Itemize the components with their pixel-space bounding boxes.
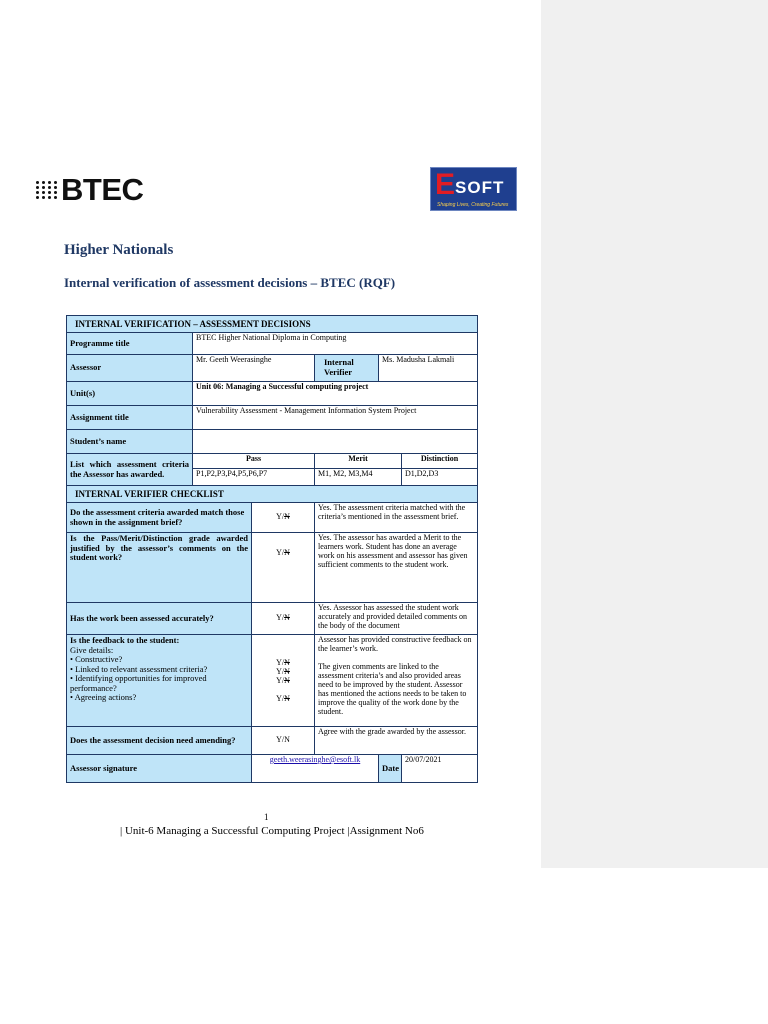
feedback-item: • Agreeing actions? [70, 692, 137, 703]
page-number: 1 [264, 812, 269, 822]
table-row [67, 316, 478, 333]
checklist-question: Is the Pass/Merit/Distinction grade awarded justified by the assessor’s comments on the student work? [67, 533, 252, 603]
page-footer: | Unit-6 Managing a Successful Computing Project |Assignment No6 [120, 825, 424, 837]
esoft-logo [430, 167, 517, 211]
units-label: Unit(s) [67, 382, 193, 406]
table-row [67, 486, 478, 503]
assessor-value: Mr. Geeth Weerasinghe [193, 355, 315, 382]
table-row [67, 533, 478, 603]
units-value: Unit 06: Managing a Successful computing project [193, 382, 478, 406]
esoft-logo-initial: E [435, 168, 456, 201]
table-row [67, 454, 478, 469]
checklist-comment: Yes. The assessment criteria matched with the criteria’s mentioned in the assessment brief. [315, 503, 478, 533]
feedback-yn: Y/N Y/N Y/N Y/N [252, 635, 315, 727]
verification-table [66, 315, 478, 783]
verifier-label: Internal Verifier [315, 355, 379, 382]
table-row [67, 406, 478, 430]
amend-question: Does the assessment decision need amending? [67, 727, 252, 755]
btec-logo [36, 172, 143, 208]
feedback-give-details: Give details: [70, 644, 114, 655]
esoft-logo-tagline: Shaping Lives, Creating Futures [437, 202, 509, 208]
signature-email-link[interactable]: geeth.weerasinghe@esoft.lk [269, 755, 361, 764]
feedback-item: • Identifying opportunities for improved performance? [70, 673, 207, 693]
programme-value: BTEC Higher National Diploma in Computing [193, 333, 478, 355]
checklist-comment: Yes. The assessor has awarded a Merit to the learners work. Student has done an average work on his assessment and assessor has given sufficient comments to the student work. [315, 533, 478, 603]
feedback-item: • Constructive? [70, 654, 123, 665]
btec-logo-text: BTEC [61, 172, 144, 207]
assignment-label: Assignment title [67, 406, 193, 430]
checklist-yn: Y/N [252, 503, 315, 533]
checklist-question: Do the assessment criteria awarded match those shown in the assignment brief? [67, 503, 252, 533]
distinction-value: D1,D2,D3 [402, 469, 478, 486]
table-row [67, 333, 478, 355]
table-row [67, 503, 478, 533]
checklist-comment: Yes. Assessor has assessed the student work accurately and provided detailed comments on the body of the document [315, 603, 478, 635]
feedback-comment-1: Assessor has provided constructive feedback on the learner’s work. [318, 635, 472, 653]
table-row [67, 635, 478, 727]
amend-yn: Y/N [252, 727, 315, 755]
assignment-value: Vulnerability Assessment - Management Information System Project [193, 406, 478, 430]
programme-label: Programme title [67, 333, 193, 355]
table-row [67, 355, 478, 382]
date-value: 20/07/2021 [402, 755, 478, 783]
distinction-header: Distinction [402, 454, 478, 469]
student-name-label: Student’s name [67, 430, 193, 454]
feedback-comment-2: The given comments are linked to the assessment criteria’s and also provided areas need to be improved by the student. Assessor has mentioned the actions needs to be taken to improve the quality of the work done by the student. [318, 661, 467, 716]
amend-comment: Agree with the grade awarded by the assessor. [315, 727, 478, 755]
page-title: Higher Nationals [64, 242, 174, 258]
btec-dots-icon [36, 181, 58, 199]
merit-value: M1, M2, M3,M4 [315, 469, 402, 486]
signature-cell [252, 755, 379, 783]
pass-header: Pass [193, 454, 315, 469]
section-title-checklist: INTERNAL VERIFIER CHECKLIST [67, 486, 478, 503]
checklist-question: Has the work been assessed accurately? [67, 603, 252, 635]
date-label: Date [379, 755, 402, 783]
pass-value: P1,P2,P3,P4,P5,P6,P7 [193, 469, 315, 486]
table-row [67, 603, 478, 635]
table-row [67, 755, 478, 783]
assessor-label: Assessor [67, 355, 193, 382]
esoft-logo-rest: SOFT [455, 178, 505, 197]
checklist-yn: Y/N [252, 603, 315, 635]
criteria-label: List which assessment criteria the Assessor has awarded. [67, 454, 193, 486]
feedback-question: Is the feedback to the student: [70, 635, 180, 645]
feedback-question-cell [67, 635, 252, 727]
student-name-value [193, 430, 478, 454]
verifier-value: Ms. Madusha Lakmali [379, 355, 478, 382]
table-row [67, 727, 478, 755]
merit-header: Merit [315, 454, 402, 469]
page-subtitle: Internal verification of assessment decisions – BTEC (RQF) [64, 275, 396, 290]
table-row [67, 430, 478, 454]
comments-side-panel [541, 0, 768, 868]
feedback-item: • Linked to relevant assessment criteria? [70, 663, 208, 674]
table-row [67, 382, 478, 406]
section-title-decisions: INTERNAL VERIFICATION – ASSESSMENT DECISIONS [67, 316, 478, 333]
checklist-yn: Y/N [252, 533, 315, 603]
feedback-comment [315, 635, 478, 727]
signature-label: Assessor signature [67, 755, 252, 783]
